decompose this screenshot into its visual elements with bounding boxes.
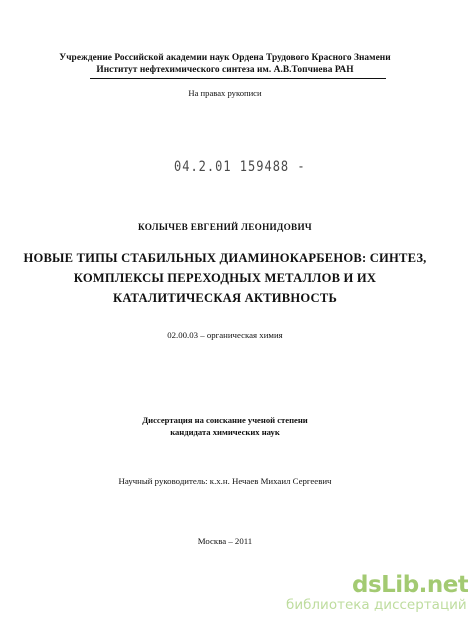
watermark-subtitle: библиотека диссертаций <box>286 597 467 613</box>
title-line: КОМПЛЕКСЫ ПЕРЕХОДНЫХ МЕТАЛЛОВ И ИХ <box>73 271 377 285</box>
header-divider <box>90 78 386 79</box>
degree-statement <box>0 414 450 438</box>
specialty-code: 02.00.03 – органическая химия <box>167 330 283 340</box>
watermark-logo: dsLib.net <box>352 572 468 598</box>
degree-line: Диссертация на соискание ученой степени <box>142 415 308 425</box>
dissertation-title <box>0 248 450 308</box>
manuscript-rights: На правах рукописи <box>188 88 262 98</box>
title-line: КАТАЛИТИЧЕСКАЯ АКТИВНОСТЬ <box>113 291 337 305</box>
degree-line: кандидата химических наук <box>170 427 280 437</box>
library-stamp: 04.2.01 159488 - <box>174 158 306 175</box>
institution-line-2: Институт нефтехимического синтеза им. А.В.Топчиева РАН <box>96 65 354 75</box>
institution-header <box>0 52 450 76</box>
author-name: КОЛЫЧЕВ ЕВГЕНИЙ ЛЕОНИДОВИЧ <box>138 222 312 232</box>
city-year: Москва – 2011 <box>197 536 253 546</box>
title-line: НОВЫЕ ТИПЫ СТАБИЛЬНЫХ ДИАМИНОКАРБЕНОВ: СИНТЕЗ, <box>23 251 427 265</box>
scientific-advisor: Научный руководитель: к.х.н. Нечаев Михаил Сергеевич <box>118 476 332 486</box>
institution-line-1: Учреждение Российской академии наук Ордена Трудового Красного Знамени <box>59 53 391 63</box>
